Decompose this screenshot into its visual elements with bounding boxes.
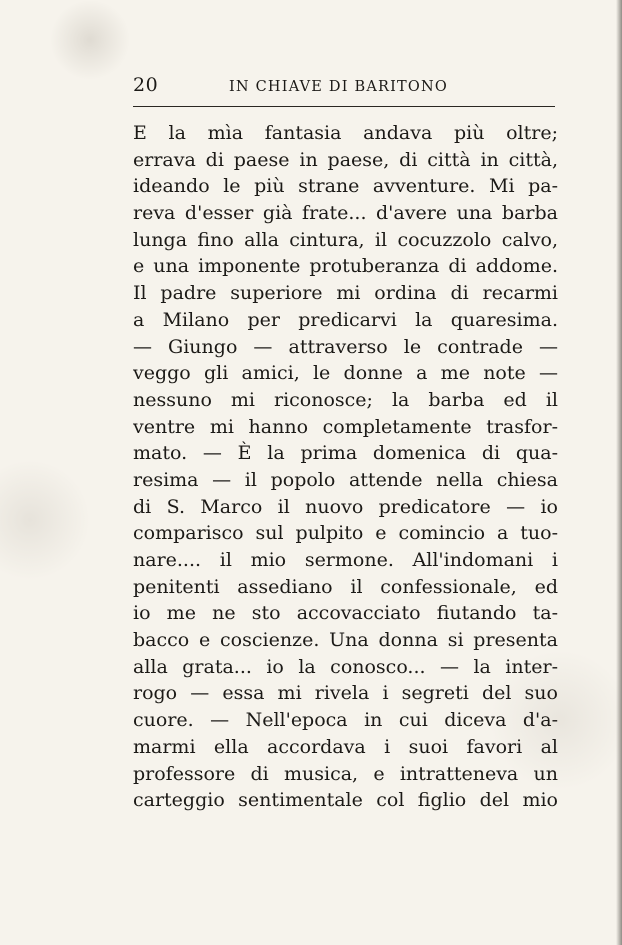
text-line: ventre mi hanno completamente trasfor- [133, 415, 558, 438]
text-line: io me ne sto accovacciato fiutando ta- [133, 602, 558, 625]
text-line: comparisco sul pulpito e comincio a tuo- [133, 522, 558, 545]
text-line: nare.... il mio sermone. All'indomani i [133, 549, 558, 571]
text-line: veggo gli amici, le donne a me note — [133, 362, 558, 385]
text-line: lunga fino alla cintura, il cocuzzolo calvo, [133, 228, 558, 251]
text-line: professore di musica, e intratteneva un [133, 762, 558, 785]
text-line: marmi ella accordava i suoi favori al [133, 735, 558, 758]
text-line: errava di paese in paese, di città in città, [133, 148, 558, 171]
text-line: rogo — essa mi rivela i segreti del suo [133, 682, 558, 705]
text-line: penitenti assediano il confessionale, ed [133, 575, 558, 598]
text-line: — Giungo — attraverso le contrade — [133, 335, 558, 358]
text-line: a Milano per predicarvi la quaresima. [133, 308, 558, 331]
text-line: resima — il popolo attende nella chiesa [133, 468, 558, 491]
text-line: di S. Marco il nuovo predicatore — io [133, 495, 558, 518]
page-number: 20 [133, 74, 159, 96]
text-line: cuore. — Nell'epoca in cui diceva d'a- [133, 709, 558, 732]
text-line: nessuno mi riconosce; la barba ed il [133, 388, 558, 411]
header-rule [133, 106, 555, 107]
text-line: e una imponente protuberanza di addome. [133, 255, 558, 278]
text-line: Il padre superiore mi ordina di recarmi [133, 282, 558, 305]
running-title: IN CHIAVE DI BARITONO [229, 79, 448, 95]
text-line: bacco e coscienze. Una donna si presenta [133, 629, 558, 652]
page-header [133, 74, 555, 104]
text-line: alla grata... io la conosco... — la inter- [133, 655, 558, 678]
text-line: ideando le più strane avventure. Mi pa- [133, 175, 558, 198]
text-line: E la mìa fantasia andava più oltre; [133, 122, 558, 144]
text-line: reva d'esser già frate... d'avere una barba [133, 202, 558, 225]
text-line: carteggio sentimentale col figlio del mio [133, 789, 558, 812]
body-text [133, 120, 558, 814]
text-line: mato. — È la prima domenica di qua- [133, 442, 558, 465]
page-edge-shadow [616, 0, 622, 945]
